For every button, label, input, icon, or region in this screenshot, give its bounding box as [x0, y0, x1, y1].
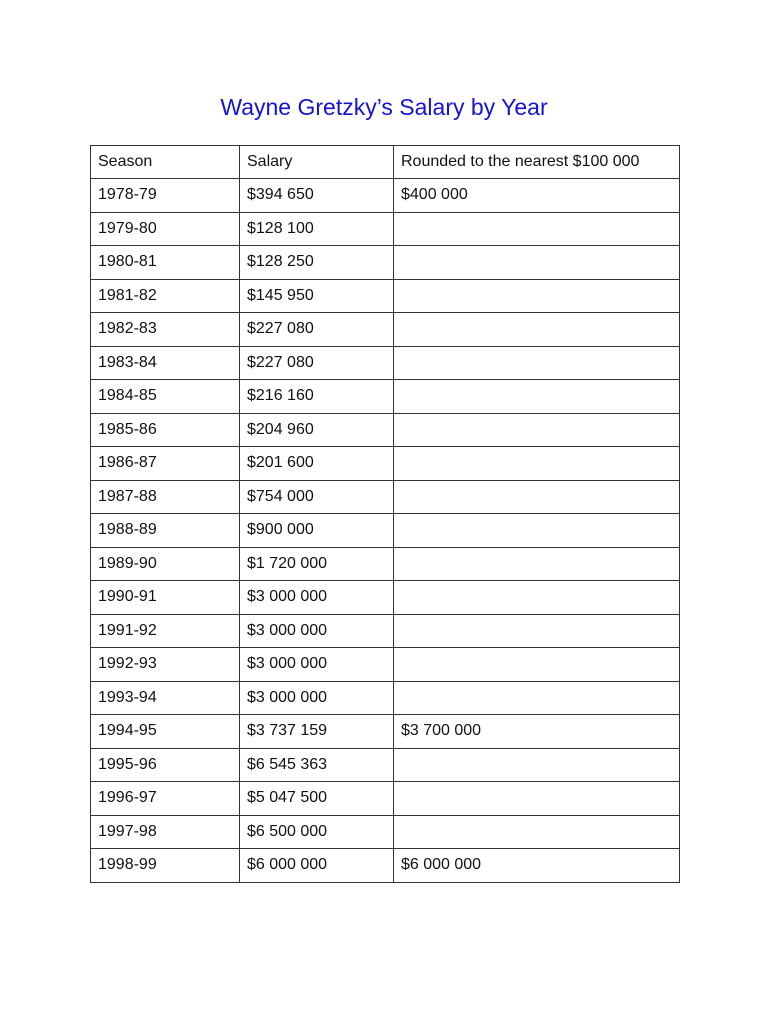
table-row — [91, 447, 680, 481]
season-cell: 1993-94 — [91, 681, 240, 715]
salary-cell: $227 080 — [240, 313, 394, 347]
season-cell: 1991-92 — [91, 614, 240, 648]
season-cell: 1995-96 — [91, 748, 240, 782]
season-cell: 1981-82 — [91, 279, 240, 313]
rounded-cell: $6 000 000 — [394, 849, 680, 883]
table-row — [91, 681, 680, 715]
season-cell: 1989-90 — [91, 547, 240, 581]
season-cell: 1987-88 — [91, 480, 240, 514]
rounded-cell — [394, 547, 680, 581]
rounded-cell — [394, 614, 680, 648]
rounded-cell — [394, 346, 680, 380]
season-cell: 1994-95 — [91, 715, 240, 749]
salary-cell: $5 047 500 — [240, 782, 394, 816]
table-row — [91, 246, 680, 280]
rounded-cell — [394, 447, 680, 481]
rounded-cell — [394, 748, 680, 782]
table-row — [91, 581, 680, 615]
rounded-cell — [394, 480, 680, 514]
table-row — [91, 212, 680, 246]
table-row — [91, 815, 680, 849]
salary-cell: $6 500 000 — [240, 815, 394, 849]
table-row — [91, 547, 680, 581]
table-row — [91, 748, 680, 782]
salary-cell: $3 000 000 — [240, 681, 394, 715]
salary-cell: $204 960 — [240, 413, 394, 447]
salary-cell: $3 737 159 — [240, 715, 394, 749]
salary-cell: $3 000 000 — [240, 614, 394, 648]
rounded-cell — [394, 581, 680, 615]
table-body — [91, 179, 680, 883]
season-cell: 1984-85 — [91, 380, 240, 414]
salary-cell: $128 250 — [240, 246, 394, 280]
rounded-cell — [394, 681, 680, 715]
table-row — [91, 782, 680, 816]
season-cell: 1990-91 — [91, 581, 240, 615]
season-cell: 1998-99 — [91, 849, 240, 883]
table-row — [91, 313, 680, 347]
rounded-cell — [394, 514, 680, 548]
rounded-cell — [394, 279, 680, 313]
table-row — [91, 514, 680, 548]
table-row — [91, 480, 680, 514]
rounded-cell — [394, 313, 680, 347]
rounded-cell: $3 700 000 — [394, 715, 680, 749]
season-cell: 1982-83 — [91, 313, 240, 347]
season-cell: 1986-87 — [91, 447, 240, 481]
table-row — [91, 715, 680, 749]
salary-cell: $3 000 000 — [240, 581, 394, 615]
season-cell: 1983-84 — [91, 346, 240, 380]
salary-cell: $1 720 000 — [240, 547, 394, 581]
header-row — [91, 146, 680, 179]
table-row — [91, 346, 680, 380]
salary-cell: $394 650 — [240, 179, 394, 213]
salary-cell: $754 000 — [240, 480, 394, 514]
table-row — [91, 413, 680, 447]
table-header — [91, 146, 680, 179]
season-cell: 1979-80 — [91, 212, 240, 246]
season-cell: 1997-98 — [91, 815, 240, 849]
table-row — [91, 179, 680, 213]
table-row — [91, 614, 680, 648]
salary-cell: $6 000 000 — [240, 849, 394, 883]
salary-cell: $145 950 — [240, 279, 394, 313]
salary-cell: $227 080 — [240, 346, 394, 380]
season-cell: 1996-97 — [91, 782, 240, 816]
header-season: Season — [91, 146, 240, 179]
salary-cell: $201 600 — [240, 447, 394, 481]
salary-cell: $128 100 — [240, 212, 394, 246]
table-row — [91, 648, 680, 682]
season-cell: 1988-89 — [91, 514, 240, 548]
rounded-cell — [394, 782, 680, 816]
rounded-cell — [394, 413, 680, 447]
rounded-cell — [394, 246, 680, 280]
salary-table — [90, 145, 680, 883]
table-row — [91, 380, 680, 414]
rounded-cell — [394, 815, 680, 849]
salary-cell: $216 160 — [240, 380, 394, 414]
page-title: Wayne Gretzky’s Salary by Year — [220, 94, 548, 120]
season-cell: 1980-81 — [91, 246, 240, 280]
table-row — [91, 279, 680, 313]
header-rounded: Rounded to the nearest $100 000 — [394, 146, 680, 179]
rounded-cell: $400 000 — [394, 179, 680, 213]
salary-cell: $6 545 363 — [240, 748, 394, 782]
rounded-cell — [394, 380, 680, 414]
season-cell: 1985-86 — [91, 413, 240, 447]
salary-cell: $900 000 — [240, 514, 394, 548]
season-cell: 1992-93 — [91, 648, 240, 682]
season-cell: 1978-79 — [91, 179, 240, 213]
rounded-cell — [394, 648, 680, 682]
header-salary: Salary — [240, 146, 394, 179]
rounded-cell — [394, 212, 680, 246]
table-row — [91, 849, 680, 883]
salary-cell: $3 000 000 — [240, 648, 394, 682]
